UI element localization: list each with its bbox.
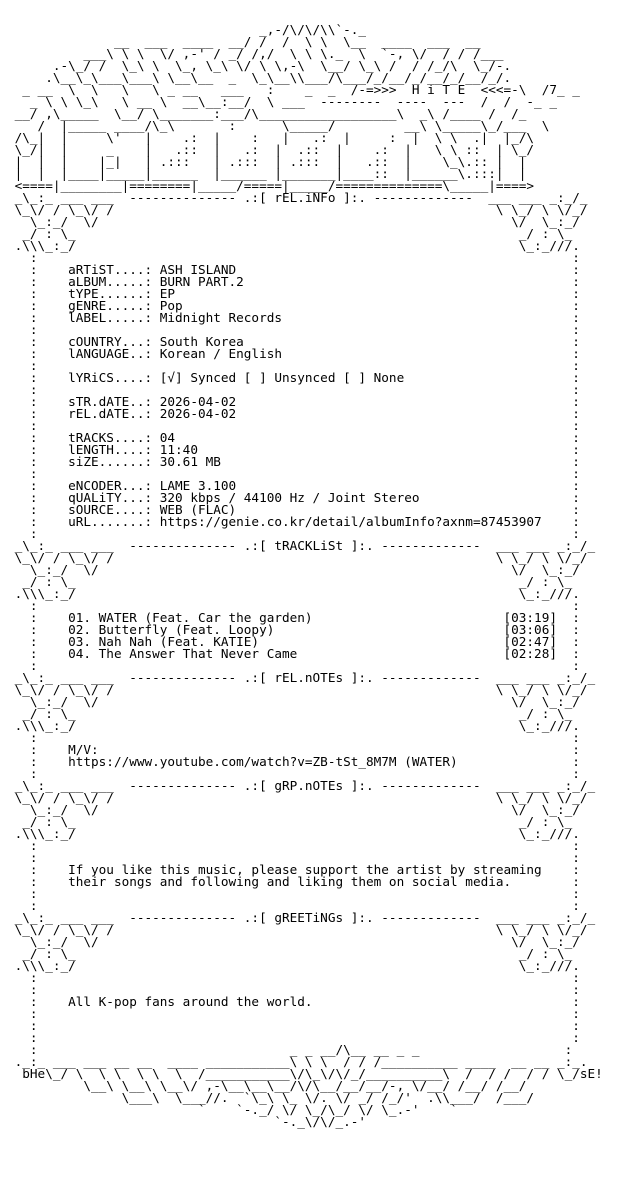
greetings-divider-line-text: \_:_/ \/ \/ \_:_/ xyxy=(7,934,580,949)
release-info-line-text: : eNCODER...: LAME 3.100 : xyxy=(7,478,580,493)
release-info-line-text: : lENGTH....: 11:40 : xyxy=(7,442,580,457)
header-art-line-text: _,-/\/\/\\`-._ xyxy=(7,22,367,37)
tracklist-divider-line-text: \_\/ / \_\/ / \ \_/ \ \/_/ xyxy=(7,550,588,565)
greetings-line-text: : : xyxy=(7,1030,580,1045)
greetings-divider-line-text: _/ : \_ _/ : \_ xyxy=(7,946,573,961)
release-notes-line-text: : https://www.youtube.com/watch?v=ZB-tSt_8M7M (WATER) : xyxy=(7,754,580,769)
release-notes-divider-line-text: \_\/ / \_\/ / \ \_/ \ \/_/ xyxy=(7,682,588,697)
release-info-line-text: : : xyxy=(7,466,580,481)
release-info-line-text: : aLBUM.....: BURN PART.2 : xyxy=(7,274,580,289)
group-notes-divider-line-text: .\\\_:_/ \_:_///. xyxy=(7,826,580,841)
release-info-line-text: : tRACKS....: 04 : xyxy=(7,430,580,445)
release-info-line-text: : aRTiST....: ASH ISLAND : xyxy=(7,262,580,277)
header-art-line-text: _\_:_ ___ ___ -------------- .:[ rEL.iNFo ]:. ------------- ___ ___ _:_/_ xyxy=(7,190,588,205)
header-art-line-text: | | |____|_____|______ |______ |_______|____:: |______\.:::| | xyxy=(7,166,527,181)
tracklist-line-text: : : xyxy=(7,598,580,613)
header-art-line-text: \_:_/ \/ \/ \_:_/ xyxy=(7,214,580,229)
header-art-line-text: .-\_/ / \_\ \ \_, \_\ \/ \ \,-\ \__/ \_\ / / /_/\ \_/-. xyxy=(7,58,512,73)
release-info-line-text: : qUALiTY...: 320 kbps / 44100 Hz / Joint Stereo : xyxy=(7,490,580,505)
release-info-line-text: : tYPE......: EP : xyxy=(7,286,580,301)
release-notes-line-text: : : xyxy=(7,730,580,745)
release-info-line-text: : siZE......: 30.61 MB : xyxy=(7,454,580,469)
footer-art-line-text: ._:_ ___ ___ __ __ ____ ___________\ \ \ / / /__________ ____ __ __ _:_. xyxy=(7,1054,588,1069)
footer-art-line-text: `-._\/\/_.-' xyxy=(7,1114,367,1129)
release-info-line-text: : : xyxy=(7,250,580,265)
release-info-line-text: : lABEL.....: Midnight Records : xyxy=(7,310,580,325)
header-art-line-text: _/ : \_ _/ : \_ xyxy=(7,226,573,241)
greetings-divider-line-text: \_\/ / \_\/ / \ \_/ \ \/_/ xyxy=(7,922,588,937)
release-info-line-text: : lANGUAGE..: Korean / English : xyxy=(7,346,580,361)
group-notes-line-text: : If you like this music, please support the artist by streaming : xyxy=(7,862,580,877)
greetings-divider-line-text: _\_:_ ___ ___ -------------- .:[ gREETiNGs ]:. ------------- ___ ___ _:_/_ xyxy=(7,910,596,925)
header-art-line-text: __ ___ ____ __/ / / \ \ \__ ____ ___ __ xyxy=(7,34,481,49)
greetings-line-text: : : xyxy=(7,982,580,997)
release-info-line-text: : rEL.dATE..: 2026-04-02 : xyxy=(7,406,580,421)
group-notes-line-text: : : xyxy=(7,898,580,913)
release-notes-line-text: : : xyxy=(7,766,580,781)
release-info-line-text: : gENRE.....: Pop : xyxy=(7,298,580,313)
greetings-line-text: : : xyxy=(7,1006,580,1021)
header-art-line-text: ___\ \ \ \/ ,-' / _/ /,/ \ \ \._ \ `-, \/ / / /___ xyxy=(7,46,504,61)
greetings-line-text: : All K-pop fans around the world. : xyxy=(7,994,580,1009)
header-art-line-text: \_\/ / \_\/ / \ \_/ \ \/_/ xyxy=(7,202,588,217)
greetings-line-text: : : xyxy=(7,1018,580,1033)
tracklist-divider-line-text: _/ : \_ _/ : \_ xyxy=(7,574,573,589)
tracklist-line-text: : : xyxy=(7,658,580,673)
tracklist-line-text: : 03. Nah Nah (Feat. KATIE) [02:47] : xyxy=(7,634,580,649)
group-notes-divider-line-text: \_:_/ \/ \/ \_:_/ xyxy=(7,802,580,817)
header-art-line-text: _ __ \ \ \ \ _ __ ___ : _ _ /-=>>> H i T E <<<=-\ /7_ _ xyxy=(7,82,580,97)
greetings-divider-line-text: .\\\_:_/ \_:_///. xyxy=(7,958,580,973)
release-notes-divider-line-text: _\_:_ ___ ___ -------------- .:[ rEL.nOTEs ]:. ------------- ___ ___ _:_/_ xyxy=(7,670,596,685)
header-art-line-text: .\__\_\___\___\ \__\__ _ \_\__\\___/\___/_/__/_/__/_/__/_/. xyxy=(7,70,512,85)
release-info-line-text: : uRL.......: https://genie.co.kr/detail/albumInfo?axnm=87453907 : xyxy=(7,514,580,529)
release-notes-divider-line-text: \_:_/ \/ \/ \_:_/ xyxy=(7,694,580,709)
release-notes-divider-line-text: _/ : \_ _/ : \_ xyxy=(7,706,573,721)
tracklist-divider-line-text: .\\\_:_/ \_:_///. xyxy=(7,586,580,601)
footer-art-line-text: bHe\_/ \ \ \ \ \ \ /___________\/\_\/\/_/__________\ / / / / / \_/sE! xyxy=(7,1066,603,1081)
tracklist-divider-line-text: _\_:_ ___ ___ -------------- .:[ tRACKLiSt ]:. ------------- ___ ___ _:_/_ xyxy=(7,538,596,553)
header-art-line-text: | | | |_| | .::: | .::: | .::: | .:: | \_\.:: | | xyxy=(7,154,527,169)
release-info-line-text: : : xyxy=(7,382,580,397)
footer-art-line-text: \__\ \__\ \__\/ ,-\__\__\__/\/\__/__/__/-, \/__/ /__/ /__/ xyxy=(7,1078,527,1093)
release-info-line-text: : sTR.dATE..: 2026-04-02 : xyxy=(7,394,580,409)
footer-art-line-text: ` `-._/ \/ \_/\_/ \/ \_.-' ` xyxy=(7,1102,458,1117)
release-info-line-text: : cOUNTRY...: South Korea : xyxy=(7,334,580,349)
footer-art-line-text: \___\ \___//. `\_\ \_ \/. \/ _/ /_/' .\\___/ /___/ xyxy=(7,1090,535,1105)
release-info-line-text: : : xyxy=(7,418,580,433)
tracklist-line-text: : 01. WATER (Feat. Car the garden) [03:19] : xyxy=(7,610,580,625)
group-notes-divider-line-text: _/ : \_ _/ : \_ xyxy=(7,814,573,829)
release-info-line-text: : lYRiCS....: [√] Synced [ ] Unsynced [ ] None : xyxy=(7,370,580,385)
header-art-line-text: __/ ,\_____ \__/ \_______:___/\__________________\ _\ /____ / /_ xyxy=(7,106,527,121)
group-notes-divider-line-text: \_\/ / \_\/ / \ \_/ \ \/_/ xyxy=(7,790,588,805)
release-info-line-text: : sOURCE....: WEB (FLAC) : xyxy=(7,502,580,517)
header-art-line-text: _ \ \ \_\ \ __ \ __\__:__/ \ ___ -------- ---- --- / / -_ _ xyxy=(7,94,557,109)
footer-art-line-text: : _ _ __/\__ __ _ _ : xyxy=(7,1042,573,1057)
release-info-line-text: : : xyxy=(7,322,580,337)
group-notes-line-text: : : xyxy=(7,838,580,853)
release-notes-divider-line-text: .\\\_:_/ \_:_///. xyxy=(7,718,580,733)
greetings-line-text: : : xyxy=(7,970,580,985)
release-info-line-text: : : xyxy=(7,526,580,541)
tracklist-line-text: : 04. The Answer That Never Came [02:28] : xyxy=(7,646,580,661)
header-art-line-text: .\\\_:_/ \_:_///. xyxy=(7,238,580,253)
group-notes-line-text: : their songs and following and liking them on social media. : xyxy=(7,874,580,889)
header-art-line-text: / |_____ ____/\_\ : \_____/ __\ \_____\_/___ \ xyxy=(7,118,550,133)
tracklist-divider-line-text: \_:_/ \/ \/ \_:_/ xyxy=(7,562,580,577)
release-notes-line-text: : M/V: : xyxy=(7,742,580,757)
header-art-line-text: /\_| | \' | .: | : | .: | : | \ \ .| |_/\ xyxy=(7,130,535,145)
group-notes-line-text: : : xyxy=(7,850,580,865)
release-info-line-text: : : xyxy=(7,358,580,373)
header-art-line-text: \_/| | _ | .:: | .: | .:: | .: | \ \ :: | \_/ xyxy=(7,142,535,157)
header-art-line-text: <====|________|========|_____/=====|_____/==============\_____|====> xyxy=(7,178,535,193)
group-notes-line-text: : : xyxy=(7,886,580,901)
group-notes-divider-line-text: _\_:_ ___ ___ -------------- .:[ gRP.nOTEs ]:. ------------- ___ ___ _:_/_ xyxy=(7,778,596,793)
tracklist-line-text: : 02. Butterfly (Feat. Loopy) [03:06] : xyxy=(7,622,580,637)
